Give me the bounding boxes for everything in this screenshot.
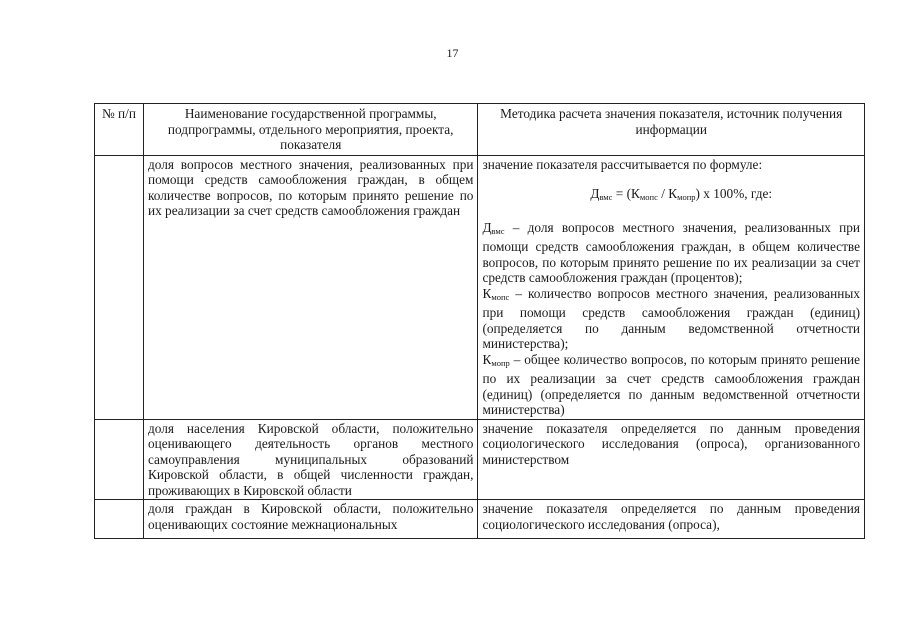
table-row xyxy=(95,419,865,500)
indicator-name: доля вопросов местного значения, реализованных при помощи средств самообложения граждан, в общем количестве вопросов, по которым принято решение по их реализации за счет средств самообложения граждан xyxy=(143,155,478,419)
table-header-row xyxy=(95,104,865,156)
formula-lhs-sub: вмс xyxy=(599,192,613,202)
formula-tail: ) х 100%, где: xyxy=(695,186,773,201)
row-num xyxy=(95,500,144,539)
row-num xyxy=(95,155,144,419)
method-text: значение показателя определяется по данным проведения социологического исследования (опроса), xyxy=(482,501,860,532)
definition-sub: мопс xyxy=(491,291,510,302)
definition-symbol: Д xyxy=(482,219,492,235)
row-num xyxy=(95,419,144,500)
formula xyxy=(482,186,860,206)
definition xyxy=(482,220,860,286)
definition xyxy=(482,286,860,352)
formula-k2-sub: мопр xyxy=(677,192,696,202)
definition-sub: мопр xyxy=(491,357,510,368)
page-number: 17 xyxy=(446,46,459,60)
definition-symbol: К xyxy=(482,351,492,367)
method-cell xyxy=(478,155,865,419)
formula-div: / К xyxy=(657,186,678,201)
formula-eq: = (К xyxy=(612,186,640,201)
definition-sub: вмс xyxy=(491,225,505,236)
method-cell xyxy=(478,500,865,539)
method-intro: значение показателя рассчитывается по формуле: xyxy=(482,156,763,172)
definition-symbol: К xyxy=(482,285,492,301)
header-num: № п/п xyxy=(95,104,144,156)
definition-text: – общее количество вопросов, по которым принято решение по их реализации за счет средств самообложения граждан (единиц) (определяется по данным ведомственной отчетности министерства) xyxy=(482,351,860,417)
header-name: Наименование государственной программы, подпрограммы, отдельного мероприятия, проекта, показателя xyxy=(143,104,478,156)
formula-k1-sub: мопс xyxy=(639,192,658,202)
table-row xyxy=(95,500,865,539)
indicator-name: доля граждан в Кировской области, положительно оценивающих состояние межнациональных xyxy=(147,501,474,532)
indicator-name: доля населения Кировской области, положительно оценивающего деятельность органов местного самоуправления муниципальных образований Кировской области, в общей численности граждан, проживающих в Кировской области xyxy=(143,419,478,500)
indicator-name-cell xyxy=(143,500,478,539)
header-method: Методика расчета значения показателя, источник получения информации xyxy=(478,104,865,156)
table-row xyxy=(95,155,865,419)
definition-text: – доля вопросов местного значения, реализованных при помощи средств самообложения граждан, в общем количестве вопросов, по которым принято решение по их реализации за счет средств самообложения граждан (процентов); xyxy=(482,219,860,285)
definition-text: – количество вопросов местного значения, реализованных при помощи средств самообложения граждан (единиц) (определяется по данным ведомственной отчетности министерства); xyxy=(482,285,860,351)
formula-lhs: Д xyxy=(590,186,600,201)
indicator-table xyxy=(94,103,865,539)
definition xyxy=(482,352,860,418)
method-cell: значение показателя определяется по данным проведения социологического исследования (опроса), организованного министерством xyxy=(478,419,865,500)
